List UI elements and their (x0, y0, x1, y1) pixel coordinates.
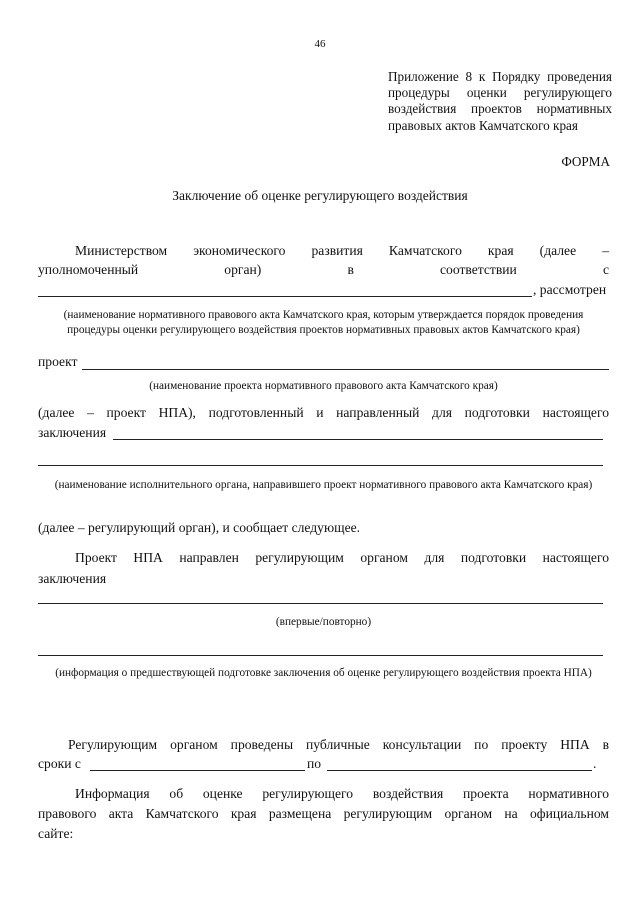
info-line-1: Информация об оценке регулирующего воздействия проекта нормативного (75, 786, 609, 801)
consultations-to-label: по (307, 756, 322, 771)
document-title: Заключение об оценке регулирующего воздействия (172, 188, 468, 203)
intro-line-2: уполномоченный орган) в соответствии с (38, 262, 609, 277)
prepared-line-1: (далее – проект НПА), подготовленный и направленный для подготовки настоящего (38, 405, 609, 420)
form-label: ФОРМА (561, 154, 610, 169)
executive-body-caption: (наименование исполнительного органа, направившего проект нормативного правового акта Камчатского края) (54, 479, 593, 491)
consultation-start-date-field[interactable] (90, 770, 305, 771)
intro-line-1: Министерством экономического развития Камчатского края (далее – (75, 243, 609, 258)
appendix-note: Приложение 8 к Порядку проведения процедуры оценки регулирующего воздействия проектов нормативных правовых актов Камчатского края (388, 69, 612, 133)
project-name-field[interactable] (82, 369, 609, 370)
consultation-end-date-field[interactable] (327, 770, 592, 771)
consultations-line-1: Регулирующим органом проведены публичные консультации по проекту НПА в (68, 737, 609, 752)
reviewed-text: , рассмотрен (533, 282, 607, 297)
project-label: проект (38, 354, 78, 369)
first-repeat-caption: (впервые/повторно) (275, 616, 372, 628)
previous-info-field[interactable] (38, 655, 603, 656)
directed-line-1: Проект НПА направлен регулирующим органом для подготовки настоящего (75, 550, 609, 565)
first-repeat-field[interactable] (38, 603, 603, 604)
page-number: 46 (314, 38, 326, 50)
executive-body-field-1[interactable] (113, 439, 603, 440)
prepared-line-2: заключения (38, 425, 107, 440)
executive-body-field-2[interactable] (38, 465, 603, 466)
info-line-2: правового акта Камчатского края размещена регулирующим органом на официальном (38, 806, 609, 821)
project-name-caption: (наименование проекта нормативного правового акта Камчатского края) (149, 380, 498, 392)
prepared-line-3: (далее – регулирующий орган), и сообщает следующее. (38, 520, 361, 535)
npa-name-caption: (наименование нормативного правового акта Камчатского края, которым утверждается порядок проведения процедуры оценки регулирующего воздействия проектов нормативных правовых актов Камчатского края) (63, 309, 584, 336)
consultations-from-label: сроки с (38, 756, 81, 771)
consultations-period: . (593, 756, 597, 771)
npa-name-field[interactable] (38, 296, 532, 297)
info-line-3: сайте: (38, 826, 74, 841)
previous-info-caption: (информация о предшествующей подготовке заключения об оценке регулирующего воздействия проекта НПА) (55, 667, 592, 679)
directed-line-2: заключения (38, 571, 107, 586)
